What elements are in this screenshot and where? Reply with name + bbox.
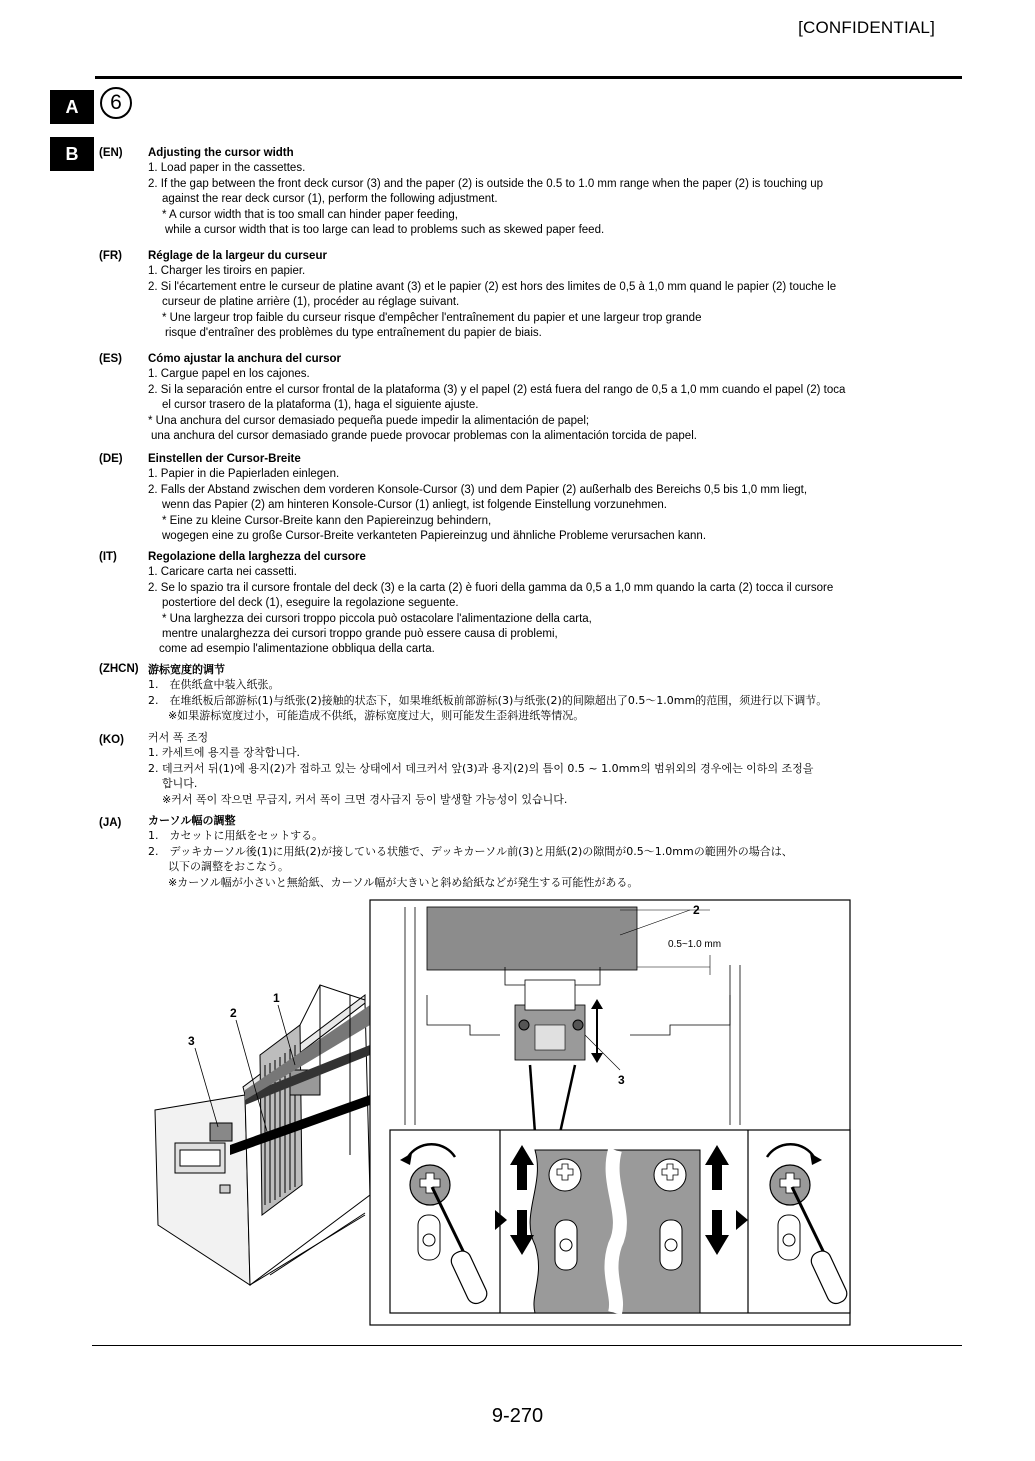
cursor-adjustment-illustration xyxy=(150,895,860,1335)
step-line: 2. 在堆纸板后部游标(1)与纸张(2)接触的状态下，如果堆纸板前部游标(3)与纸张(2)的间隙超出了0.5～1.0mm的范围，须进行以下调节。 xyxy=(148,693,828,707)
callout-1: 1 xyxy=(273,991,280,1005)
step-line: 1. Load paper in the cassettes. xyxy=(148,162,306,175)
lang-code: (JA) xyxy=(99,817,122,829)
section-ja xyxy=(99,813,959,890)
section-en xyxy=(99,146,959,238)
step-line: 2. Si la separación entre el cursor frontal de la plataforma (3) y el papel (2) está fuera del rango de 0,5 a 1,0 mm cuando el papel (2) toca xyxy=(148,383,846,396)
section-title: カーソル幅の調整 xyxy=(148,814,236,827)
lang-code: (EN) xyxy=(99,147,123,159)
step-line: 2. デッキカーソル後(1)に用紙(2)が接している状態で、デッキカーソル前(3)と用紙(2)の隙間が0.5～1.0mmの範囲外の場合は、 xyxy=(148,844,793,858)
page-number: 9-270 xyxy=(491,1405,544,1427)
step-line: curseur de platine arrière (1), procéder au réglage suivant. xyxy=(162,296,460,309)
gap-label: 0.5~1.0 mm xyxy=(668,939,722,950)
step-line: 1. 在供纸盒中装入纸张。 xyxy=(148,678,280,692)
note-line: wogegen eine zu große Cursor-Breite verkanteten Papiereinzug und ähnliche Probleme verursachen kann. xyxy=(162,530,707,543)
callout-2-detail: 2 xyxy=(693,903,700,917)
section-title: Réglage de la largeur du curseur xyxy=(148,250,327,262)
step-line: 2. 데크커서 뒤(1)에 용지(2)가 접하고 있는 상태에서 데크커서 앞(3)과 용지(2)의 틈이 0.5 ~ 1.0mm의 범위외의 경우에는 이하의 조정을 xyxy=(148,761,814,775)
section-ko xyxy=(99,730,959,807)
section-de xyxy=(99,452,959,544)
step-line: el cursor trasero de la plataforma (1), haga el siguiente ajuste. xyxy=(162,399,479,412)
step-line: 합니다. xyxy=(162,777,198,791)
section-title: Adjusting the cursor width xyxy=(148,147,294,159)
footer-rule xyxy=(92,1345,962,1346)
section-fr xyxy=(99,249,959,341)
section-title: 커서 폭 조정 xyxy=(148,731,209,744)
tab-a: A xyxy=(50,90,94,124)
note-line: una anchura del cursor demasiado grande puede provocar problemas con la alimentación torcida de papel. xyxy=(151,430,697,443)
note-line: * Una larghezza dei cursori troppo piccola può ostacolare l'alimentazione della carta, xyxy=(162,612,592,625)
step-line: 2. Se lo spazio tra il cursore frontale del deck (3) e la carta (2) è fuori della gamma da 0,5 a 1,0 mm quando la carta (2) tocca il cursore xyxy=(148,581,834,594)
step-line: 1. 카세트에 용지를 장착합니다. xyxy=(148,746,300,760)
step-line: wenn das Papier (2) am hinteren Konsole-Cursor (1) anliegt, ist folgende Einstellung vorzunehmen. xyxy=(162,499,667,512)
section-zhcn xyxy=(99,662,959,724)
lang-code: (ZHCN) xyxy=(99,663,139,675)
step-line: 2. Falls der Abstand zwischen dem vorderen Konsole-Cursor (3) und dem Papier (2) außerhalb des Bereichs 0,5 bis 1,0 mm liegt, xyxy=(148,483,808,496)
step-number: 6 xyxy=(100,87,132,119)
lang-code: (IT) xyxy=(99,551,117,563)
note-line: * Une largeur trop faible du curseur risque d'empêcher l'entraînement du papier et une largeur trop grande xyxy=(162,311,702,324)
tab-b: B xyxy=(50,137,94,171)
adjustment-steps xyxy=(390,1130,850,1313)
callout-3-left: 3 xyxy=(188,1034,195,1048)
note-line: ※如果游标宽度过小，可能造成不供纸，游标宽度过大，则可能发生歪斜进纸等情况。 xyxy=(168,709,585,723)
lang-code: (FR) xyxy=(99,250,122,262)
callout-3-detail: 3 xyxy=(618,1073,625,1087)
step-line: 1. Charger les tiroirs en papier. xyxy=(148,265,306,278)
lang-code: (DE) xyxy=(99,453,123,465)
note-line: * Eine zu kleine Cursor-Breite kann den Papiereinzug behindern, xyxy=(162,514,492,527)
section-title: Cómo ajustar la anchura del cursor xyxy=(148,353,342,365)
section-es xyxy=(99,352,959,444)
section-title: 游标宽度的调节 xyxy=(148,663,225,676)
step-line: 以下の調整をおこなう。 xyxy=(168,860,289,874)
note-line: * A cursor width that is too small can hinder paper feeding, xyxy=(162,208,458,221)
header-rule xyxy=(95,76,962,79)
step-line: 2. Si l'écartement entre le curseur de platine avant (3) et le papier (2) est hors des limites de 0,5 à 1,0 mm quand le papier (2) touche le xyxy=(148,280,837,293)
lang-code: (ES) xyxy=(99,353,122,365)
step-line: 1. カセットに用紙をセットする。 xyxy=(148,829,324,843)
step-line: 2. If the gap between the front deck cursor (3) and the paper (2) is outside the 0.5 to 1.0 mm range when the paper (2) is touching up xyxy=(148,177,824,190)
step-line: 1. Papier in die Papierladen einlegen. xyxy=(148,468,340,481)
section-title: Regolazione della larghezza del cursore xyxy=(148,551,366,563)
note-line: * Una anchura del cursor demasiado pequeña puede impedir la alimentación de papel; xyxy=(148,414,590,427)
step-line: against the rear deck cursor (1), perform the following adjustment. xyxy=(162,193,498,206)
confidential-label: [CONFIDENTIAL] xyxy=(798,18,935,37)
note-line: risque d'entraîner des problèmes du type entraînement du papier de biais. xyxy=(165,327,542,340)
lang-code: (KO) xyxy=(99,734,124,746)
note-line: ※カーソル幅が小さいと無給紙、カーソル幅が大きいと斜め給紙などが発生する可能性がある。 xyxy=(168,875,639,889)
note-line: come ad esempio l'alimentazione obbliqua della carta. xyxy=(159,643,435,656)
note-line: ※커서 폭이 작으면 무급지, 커서 폭이 크면 경사급지 등이 발생할 가능성이 있습니다. xyxy=(162,792,568,806)
section-it xyxy=(99,550,959,658)
note-line: mentre unalarghezza dei cursori troppo grande può essere causa di problemi, xyxy=(162,628,558,641)
section-title: Einstellen der Cursor-Breite xyxy=(148,453,301,465)
callout-2-left: 2 xyxy=(230,1006,237,1020)
step-line: 1. Cargue papel en los cajones. xyxy=(148,368,310,381)
step-line: postertiore del deck (1), eseguire la regolazione seguente. xyxy=(162,597,459,610)
note-line: while a cursor width that is too large can lead to problems such as skewed paper feed. xyxy=(165,224,605,237)
step-line: 1. Caricare carta nei cassetti. xyxy=(148,566,297,579)
